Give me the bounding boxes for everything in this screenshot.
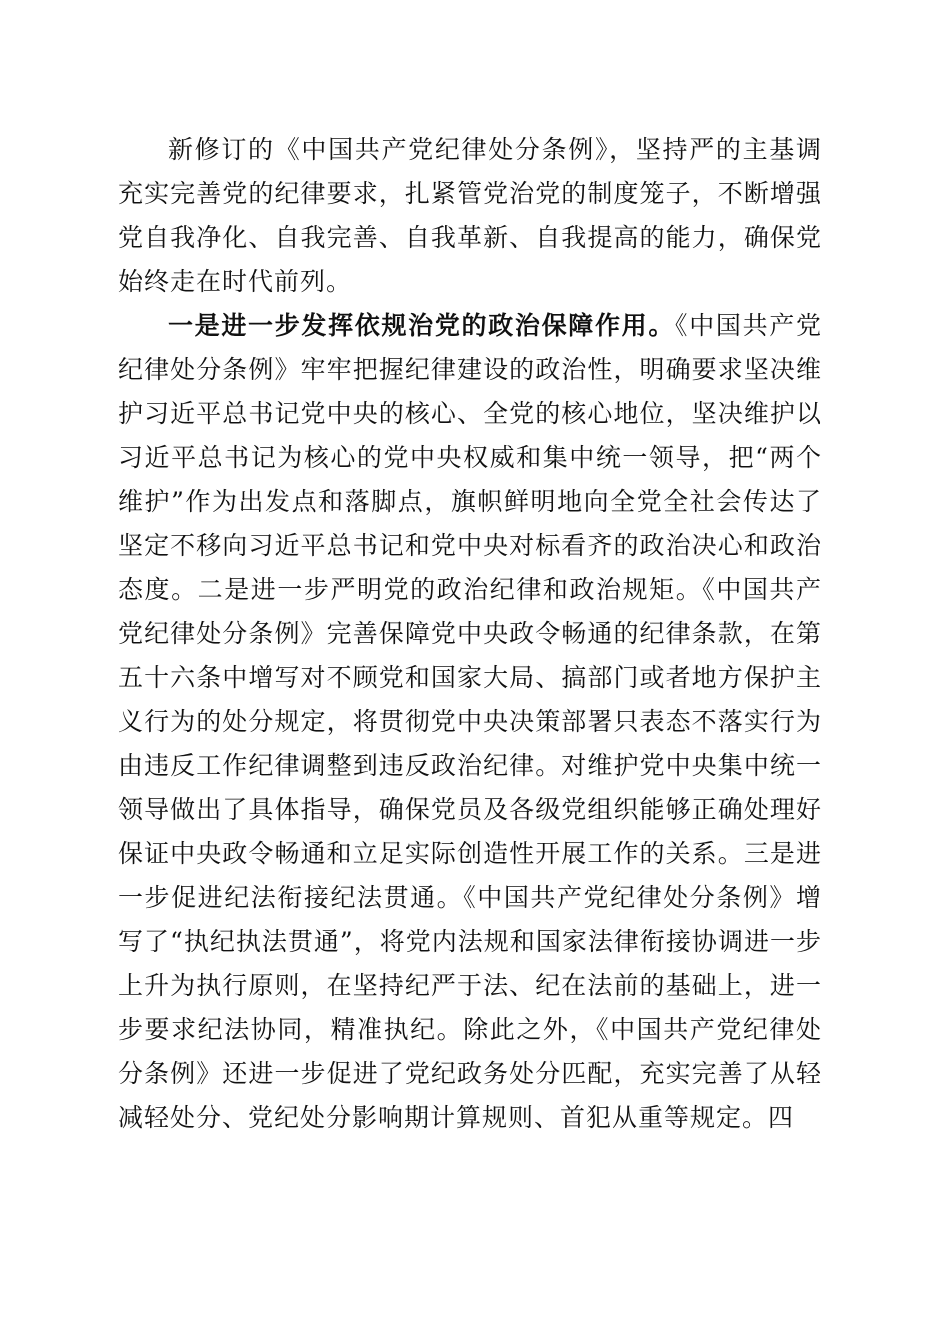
paragraph-intro: 新修订的《中国共产党纪律处分条例》，坚持严的主基调充实完善党的纪律要求，扎紧管党治党的制度笼子，不断增强党自我净化、自我完善、自我革新、自我提高的能力，确保党始终走在时代前列。 xyxy=(118,135,822,296)
paragraph-main xyxy=(118,304,822,1140)
document-body xyxy=(118,128,822,1140)
paragraph-main-body: 《中国共产党纪律处分条例》牢牢把握纪律建设的政治性，明确要求坚决维护习近平总书记党中央的核心、全党的核心地位，坚决维护以习近平总书记为核心的党中央权威和集中统一领导，把“两个维护”作为出发点和落脚点，旗帜鲜明地向全党全社会传达了坚定不移向习近平总书记和党中央对标看齐的政治决心和政治态度。二是进一步严明党的政治纪律和政治规矩。《中国共产党纪律处分条例》完善保障党中央政令畅通的纪律条款，在第五十六条中增写对不顾党和国家大局、搞部门或者地方保护主义行为的处分规定，将贯彻党中央决策部署只表态不落实行为由违反工作纪律调整到违反政治纪律。对维护党中央集中统一领导做出了具体指导，确保党员及各级党组织能够正确处理好保证中央政令畅通和立足实际创造性开展工作的关系。三是进一步促进纪法衔接纪法贯通。《中国共产党纪律处分条例》增写了“执纪执法贯通”，将党内法规和国家法律衔接协调进一步上升为执行原则，在坚持纪严于法、纪在法前的基础上，进一步要求纪法协同，精准执纪。除此之外，《中国共产党纪律处分条例》还进一步促进了党纪政务处分匹配，充实完善了从轻减轻处分、党纪处分影响期计算规则、首犯从重等规定。四 xyxy=(118,311,822,1132)
paragraph-lead-heading: 一是进一步发挥依规治党的政治保障作用。 xyxy=(168,311,676,340)
